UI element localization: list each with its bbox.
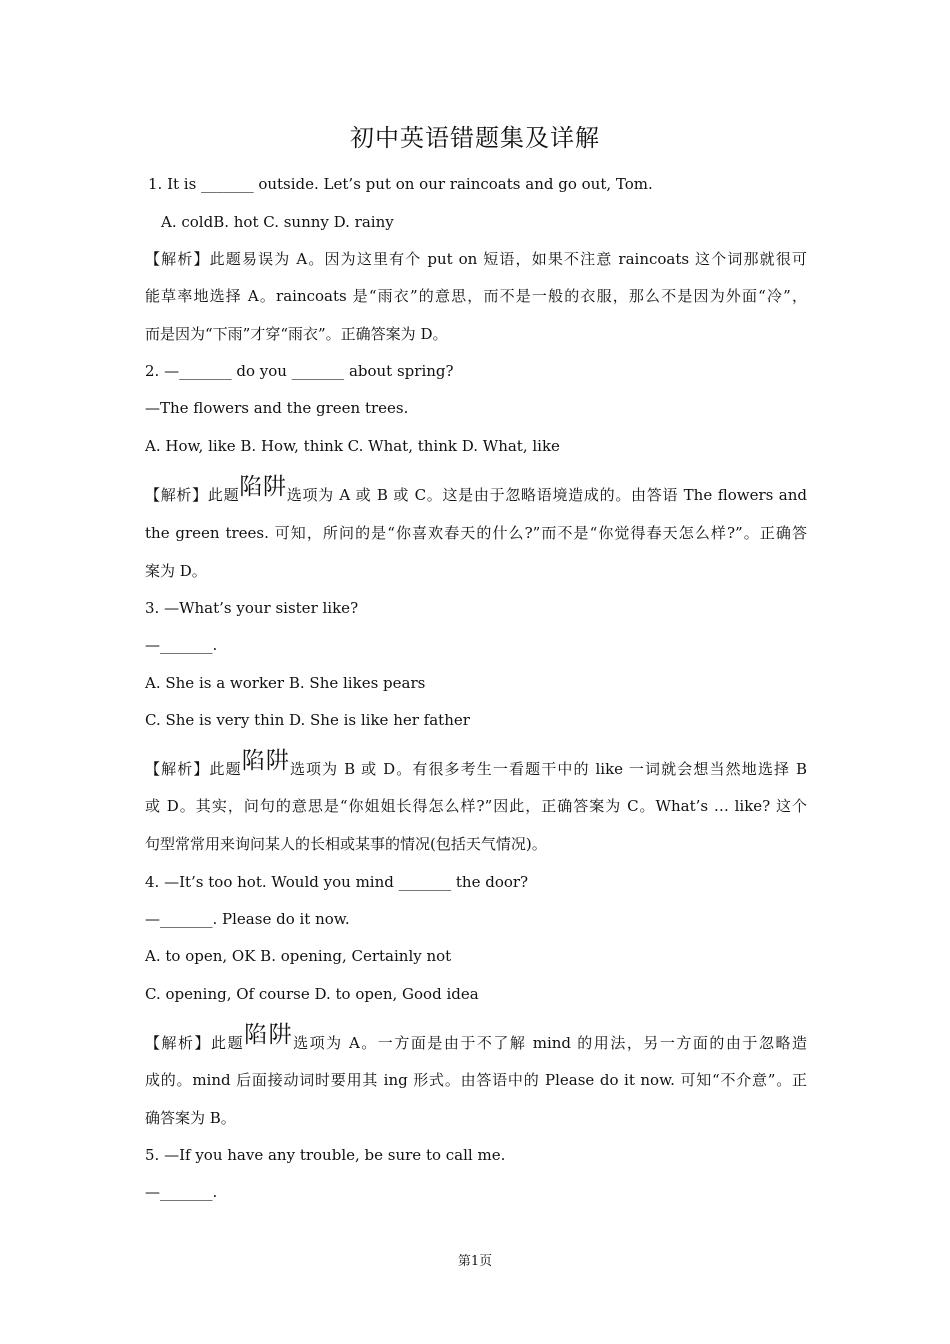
explanation-prefix: 【解析】此题	[145, 486, 240, 504]
page-number: 第1页	[457, 1254, 493, 1269]
q3-explanation-line-3: 句型常常用来询问某人的长相或某事的情况(包括天气情况)。	[145, 835, 547, 853]
q3-options-2: C. She is very thin D. She is like her father	[145, 711, 470, 729]
q5-stem: 5. —If you have any trouble, be sure to call me.	[145, 1146, 506, 1164]
trap-word: 陷阱	[239, 474, 287, 500]
q2-answer: —The flowers and the green trees.	[145, 399, 409, 417]
explanation-text: 选项为 B 或 D。有很多考生一看题干中的 like 一词就会想当然地选择 B	[289, 760, 807, 778]
q1-explanation-line-3: 而是因为“下雨”才穿“雨衣”。正确答案为 D。	[145, 325, 448, 343]
page-title: 初中英语错题集及详解	[350, 124, 600, 152]
q3-blank: —_______.	[145, 636, 218, 654]
q5-blank: —_______.	[145, 1183, 218, 1201]
explanation-prefix: 【解析】此题	[145, 1034, 245, 1052]
q2-stem: 2. —_______ do you _______ about spring?	[145, 362, 454, 380]
q3-stem: 3. —What’s your sister like?	[145, 599, 359, 617]
q4-answer: —_______. Please do it now.	[145, 910, 350, 928]
q4-options-1: A. to open, OK B. opening, Certainly not	[145, 947, 452, 965]
q4-explanation-line-2: 成的。mind 后面接动词时要用其 ing 形式。由答语中的 Please do it now. 可知“不介意”。正	[145, 1071, 807, 1089]
q1-stem: 1. It is _______ outside. Let’s put on our raincoats and go out, Tom.	[148, 175, 653, 193]
explanation-prefix: 【解析】此题	[145, 760, 242, 778]
q2-explanation-line-2: the green trees. 可知，所问的是“你喜欢春天的什么?”而不是“你觉得春天怎么样?”。正确答	[145, 524, 807, 542]
q4-explanation-line-3: 确答案为 B。	[145, 1109, 236, 1127]
q4-stem: 4. —It’s too hot. Would you mind _______ the door?	[145, 873, 529, 891]
q1-explanation-line-2: 能草率地选择 A。raincoats 是“雨衣”的意思，而不是一般的衣服，那么不是因为外面“冷”，	[145, 287, 807, 305]
q2-explanation-line-3: 案为 D。	[145, 562, 207, 580]
q4-options-2: C. opening, Of course D. to open, Good idea	[145, 985, 479, 1003]
q3-explanation-line-1	[145, 748, 807, 779]
explanation-text: 选项为 A 或 B 或 C。这是由于忽略语境造成的。由答语 The flowers and	[286, 486, 807, 504]
q2-explanation-line-1	[145, 474, 807, 505]
q1-explanation-line-1: 【解析】此题易误为 A。因为这里有个 put on 短语，如果不注意 raincoats 这个词那就很可	[145, 250, 807, 268]
trap-word: 陷阱	[244, 1022, 294, 1048]
q2-options: A. How, like B. How, think C. What, think D. What, like	[145, 437, 560, 455]
q3-options-1: A. She is a worker B. She likes pears	[145, 674, 426, 692]
q3-explanation-line-2: 或 D。其实，问句的意思是“你姐姐长得怎么样?”因此，正确答案为 C。What’s … like? 这个	[145, 797, 807, 815]
q4-explanation-line-1	[145, 1022, 807, 1053]
explanation-text: 选项为 A。一方面是由于不了解 mind 的用法，另一方面的由于忽略造	[293, 1034, 807, 1052]
q1-options: A. coldB. hot C. sunny D. rainy	[161, 213, 394, 231]
trap-word: 陷阱	[241, 748, 290, 774]
